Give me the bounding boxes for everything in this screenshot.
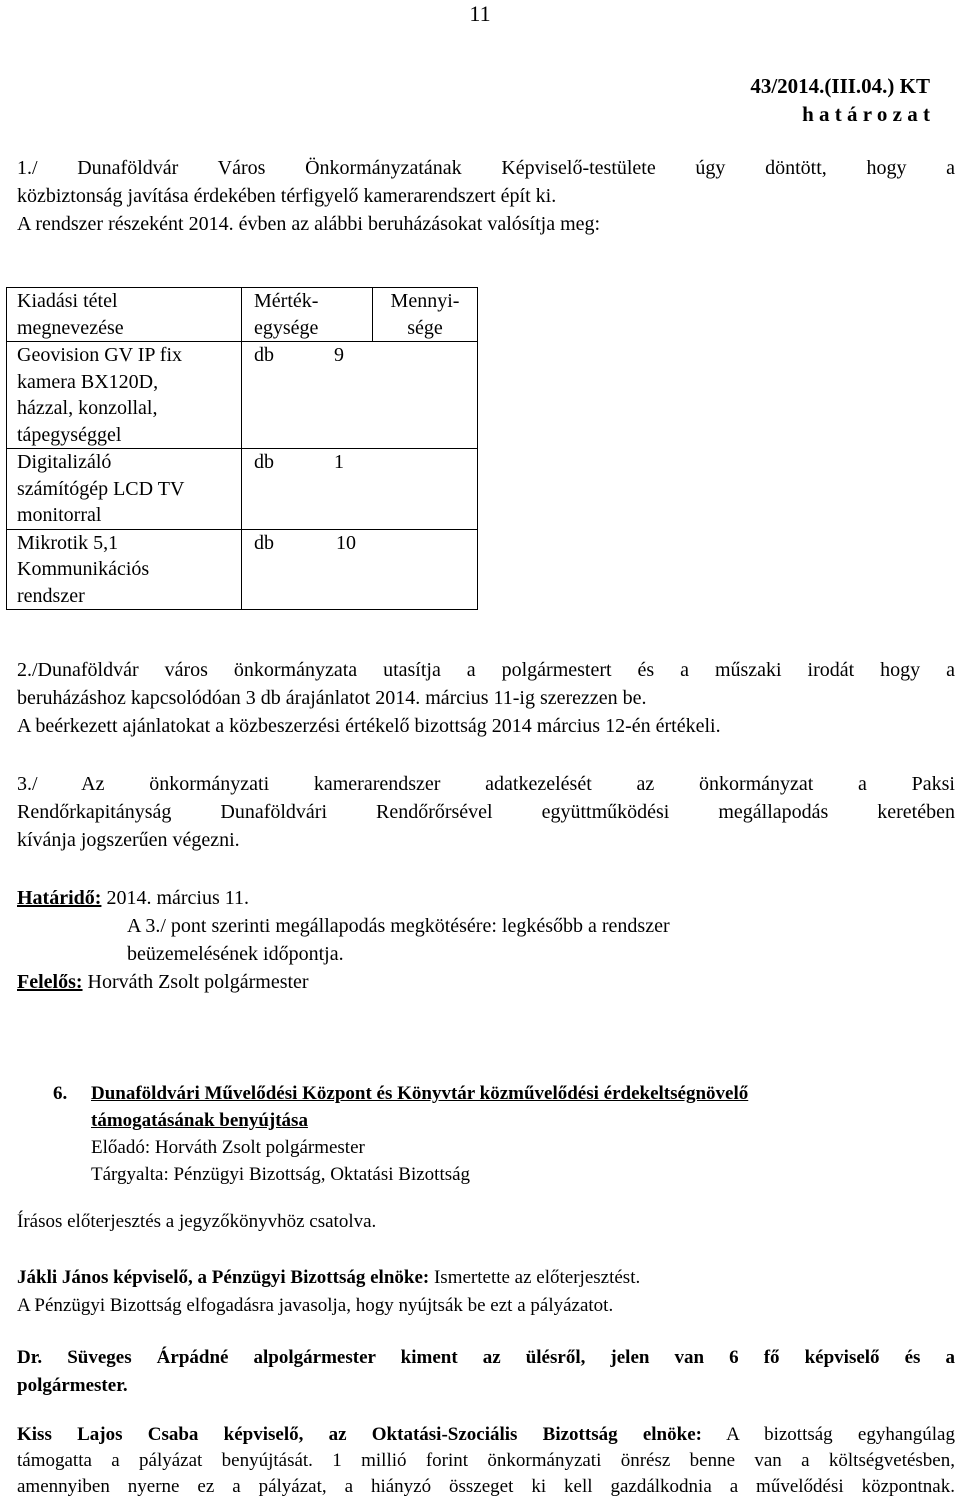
jakli-block	[17, 1264, 955, 1320]
jakli-line-2: A Pénzügyi Bizottság elfogadásra javasolja, hogy nyújtsák be ezt a pályázatot.	[17, 1295, 614, 1316]
point-3	[17, 770, 955, 854]
deadline-line-2: A 3./ pont szerinti megállapodás megkötésére: legkésőbb a rendszer	[127, 915, 670, 937]
table-row	[7, 449, 478, 530]
point-2-line-2: beruházáshoz kapcsolódóan 3 db árajánlatot 2014. március 11-ig szerezzen be.	[17, 687, 647, 709]
table-header-row	[7, 288, 478, 342]
row-2-qty: 1	[334, 451, 344, 473]
deadline-label: Határidő:	[17, 887, 102, 909]
suveges-line-1: Dr. Süveges Árpádné alpolgármester kiment az ülésről, jelen van 6 fő képviselő és a	[17, 1347, 955, 1368]
row-3-unit: db	[254, 531, 274, 554]
agenda-title-line-2: támogatásának benyújtása	[91, 1110, 308, 1131]
agenda-title-line-1: Dunaföldvári Művelődési Központ és Könyvtár közművelődési érdekeltségnövelő	[91, 1083, 749, 1104]
point-1-line-1: 1./ Dunaföldvár Város Önkormányzatának Képviselő-testülete úgy döntött, hogy a	[17, 157, 955, 179]
agenda-discussed: Tárgyalta: Pénzügyi Bizottság, Oktatási Bizottság	[91, 1164, 471, 1185]
suveges-line-2: polgármester.	[17, 1375, 128, 1396]
point-3-line-2: Rendőrkapitányság Dunaföldvári Rendőrőrsével együttműködési megállapodás keretében	[17, 801, 955, 823]
row-1-qty: 9	[334, 344, 344, 366]
decision-heading: h a t á r o z a t	[802, 102, 930, 126]
row-3-qty: 10	[336, 531, 356, 554]
row-1-unit-qty	[242, 342, 478, 449]
kiss-text: A bizottság egyhangúlag	[701, 1424, 955, 1445]
row-3-item: Mikrotik 5,1 Kommunikációs rendszer	[7, 529, 242, 610]
row-1-unit: db	[254, 344, 274, 366]
responsible-value: Horváth Zsolt polgármester	[87, 971, 309, 993]
table-row	[7, 529, 478, 610]
decision-header	[750, 72, 930, 128]
deadline-block	[17, 884, 955, 996]
kiss-line-2: támogatta a pályázat benyújtását. 1 millió forint önkormányzati önrész benne van a költségvetésben,	[17, 1450, 955, 1471]
point-1-line-2: közbiztonság javítása érdekében térfigyelő kamerarendszert épít ki.	[17, 185, 557, 207]
header-unit: Mérték- egysége	[242, 288, 373, 342]
row-2-unit-qty	[242, 449, 478, 530]
point-1	[17, 154, 955, 238]
row-2-unit: db	[254, 451, 274, 473]
deadline-line	[17, 884, 955, 912]
agenda-presenter: Előadó: Horváth Zsolt polgármester	[91, 1137, 365, 1158]
row-2-item: Digitalizáló számítógép LCD TV monitorral	[7, 449, 242, 530]
deadline-line-3: beüzemelésének időpontja.	[127, 943, 344, 965]
jakli-speaker: Jákli János képviselő, a Pénzügyi Bizottság elnöke:	[17, 1267, 430, 1288]
point-3-line-1: 3./ Az önkormányzati kamerarendszer adatkezelését az önkormányzat a Paksi	[17, 773, 955, 795]
page-number: 11	[469, 1, 491, 26]
kiss-line-3: amennyiben nyerne ez a pályázat, a hiányzó összeget ki kell gazdálkodnia a művelődési központnak.	[17, 1476, 955, 1497]
responsible-line	[17, 968, 955, 996]
header-item: Kiadási tétel megnevezése	[7, 288, 242, 342]
written-proposal: Írásos előterjesztés a jegyzőkönyvhöz csatolva.	[17, 1211, 377, 1232]
point-2-line-3: A beérkezett ajánlatokat a közbeszerzési értékelő bizottság 2014 március 12-én értékeli.	[17, 715, 721, 737]
point-1-line-3: A rendszer részeként 2014. évben az alábbi beruházásokat valósítja meg:	[17, 213, 601, 235]
suveges-block	[17, 1344, 955, 1400]
table-row	[7, 342, 478, 449]
row-3-unit-qty	[242, 529, 478, 610]
point-2-line-1: 2./Dunaföldvár város önkormányzata utasítja a polgármestert és a műszaki irodát hogy a	[17, 659, 955, 681]
kiss-block	[17, 1422, 955, 1500]
responsible-label: Felelős:	[17, 971, 83, 993]
agenda-number: 6.	[53, 1083, 68, 1104]
jakli-text: Ismertette az előterjesztést.	[429, 1267, 641, 1288]
point-3-line-3: kívánja jogszerűen végezni.	[17, 829, 240, 851]
point-2	[17, 656, 955, 740]
row-1-item: Geovision GV IP fix kamera BX120D, házzal, konzollal, tápegységgel	[7, 342, 242, 449]
header-qty: Mennyi- sége	[373, 288, 478, 342]
agenda-item-6	[53, 1080, 933, 1188]
investment-table	[6, 287, 478, 610]
decision-number: 43/2014.(III.04.) KT	[750, 74, 930, 98]
deadline-value: 2014. március 11.	[106, 887, 250, 909]
kiss-speaker: Kiss Lajos Csaba képviselő, az Oktatási-Szociális Bizottság elnöke:	[17, 1424, 702, 1445]
